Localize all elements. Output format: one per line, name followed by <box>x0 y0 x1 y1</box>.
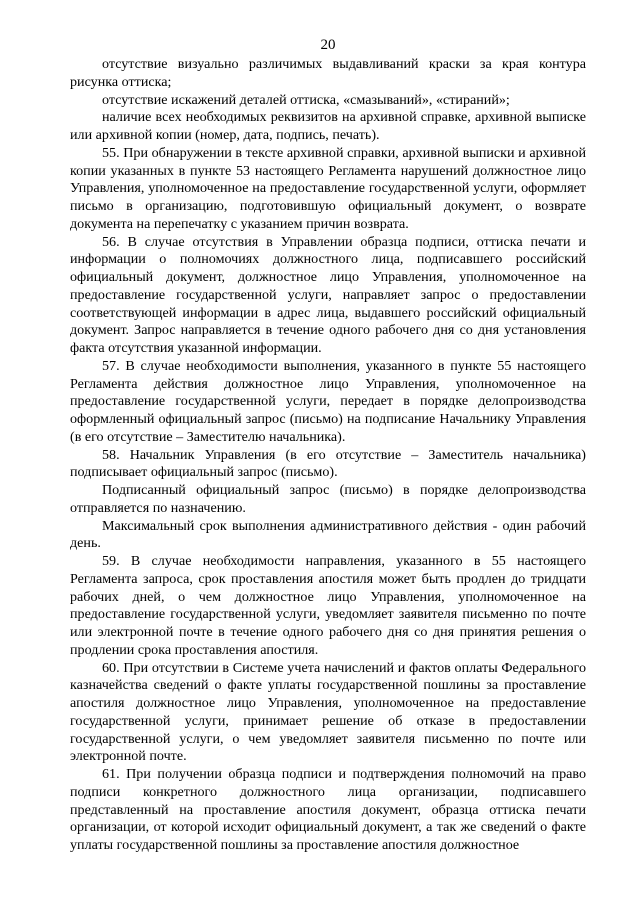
paragraph-57: 57. В случае необходимости выполнения, указанного в пункте 55 настоящего Регламента действия должностное лицо Управления, уполномоченное на предоставление государственной услуги, передает в порядке делопроизводства оформленный официальный запрос (письмо) на подписание Начальнику Управления (в его отсутствие – Заместителю начальника). <box>70 357 586 445</box>
paragraph-max-term: Максимальный срок выполнения административного действия - один рабочий день. <box>70 517 586 552</box>
paragraph-no-distortion: отсутствие искажений деталей оттиска, «смазываний», «стираний»; <box>102 91 510 108</box>
document-page <box>70 36 586 855</box>
paragraph-59: 59. В случае необходимости направления, указанного в 55 настоящего Регламента запроса, срок проставления апостиля может быть продлен до тридцати рабочих дней, о чем должностное лицо Управления, уполномоченное на предоставление государственной услуги, уведомляет заявителя письменно по почте или электронной почте в течение одного рабочего дня со дня принятия решения о продлении срока проставления апостиля. <box>70 553 586 658</box>
paragraph-requisites: наличие всех необходимых реквизитов на архивной справке, архивной выписке или архивной копии (номер, дата, подпись, печать). <box>70 109 586 143</box>
paragraph-61: 61. При получении образца подписи и подтверждения полномочий на право подписи конкретного должностного лица организации, подписавшего представленный на проставление апостиля документ, образца оттиска печати организации, от которой исходит официальный документ, а так же сведений о факте уплаты государственной пошлины за проставление апостиля должностное <box>70 766 586 853</box>
paragraph-60: 60. При отсутствии в Системе учета начислений и фактов оплаты Федерального казначейства сведений о факте уплаты государственной пошлины за проставление апостиля должностное лицо Управления, уполномоченное на предоставление государственной услуги, принимает решение об отказе в предоставлении государственной услуги, о чем уведомляет заявителя письменно по почте или электронной почте. <box>70 659 586 765</box>
paragraph-visual-check: отсутствие визуально различимых выдавливаний краски за края контура рисунка оттиска; <box>70 56 586 90</box>
paragraph-55: 55. При обнаружении в тексте архивной справки, архивной выписки и архивной копии указанных в пункте 53 настоящего Регламента нарушений должностное лицо Управления, уполномоченное на предоставление государственной услуги, оформляет письмо в организацию, подготовившую официальный документ, о возврате документа на перепечатку с указанием причин возврата. <box>70 144 586 232</box>
paragraph-58: 58. Начальник Управления (в его отсутствие – Заместитель начальника) подписывает официальный запрос (письмо). <box>70 446 586 481</box>
page-number: 20 <box>320 37 336 53</box>
paragraph-signed-request: Подписанный официальный запрос (письмо) в порядке делопроизводства отправляется по назначению. <box>70 482 586 516</box>
paragraph-56: 56. В случае отсутствия в Управлении образца подписи, оттиска печати и информации о полномочиях должностного лица, подписавшего российский официальный документ, должностное лицо Управления, уполномоченное на предоставление государственной услуги, направляет запрос о предоставлении соответствующей информации в адрес лица, выдавшего российский официальный документ. Запрос направляется в течение одного рабочего дня со дня установления факта отсутствия указанной информации. <box>70 233 586 356</box>
